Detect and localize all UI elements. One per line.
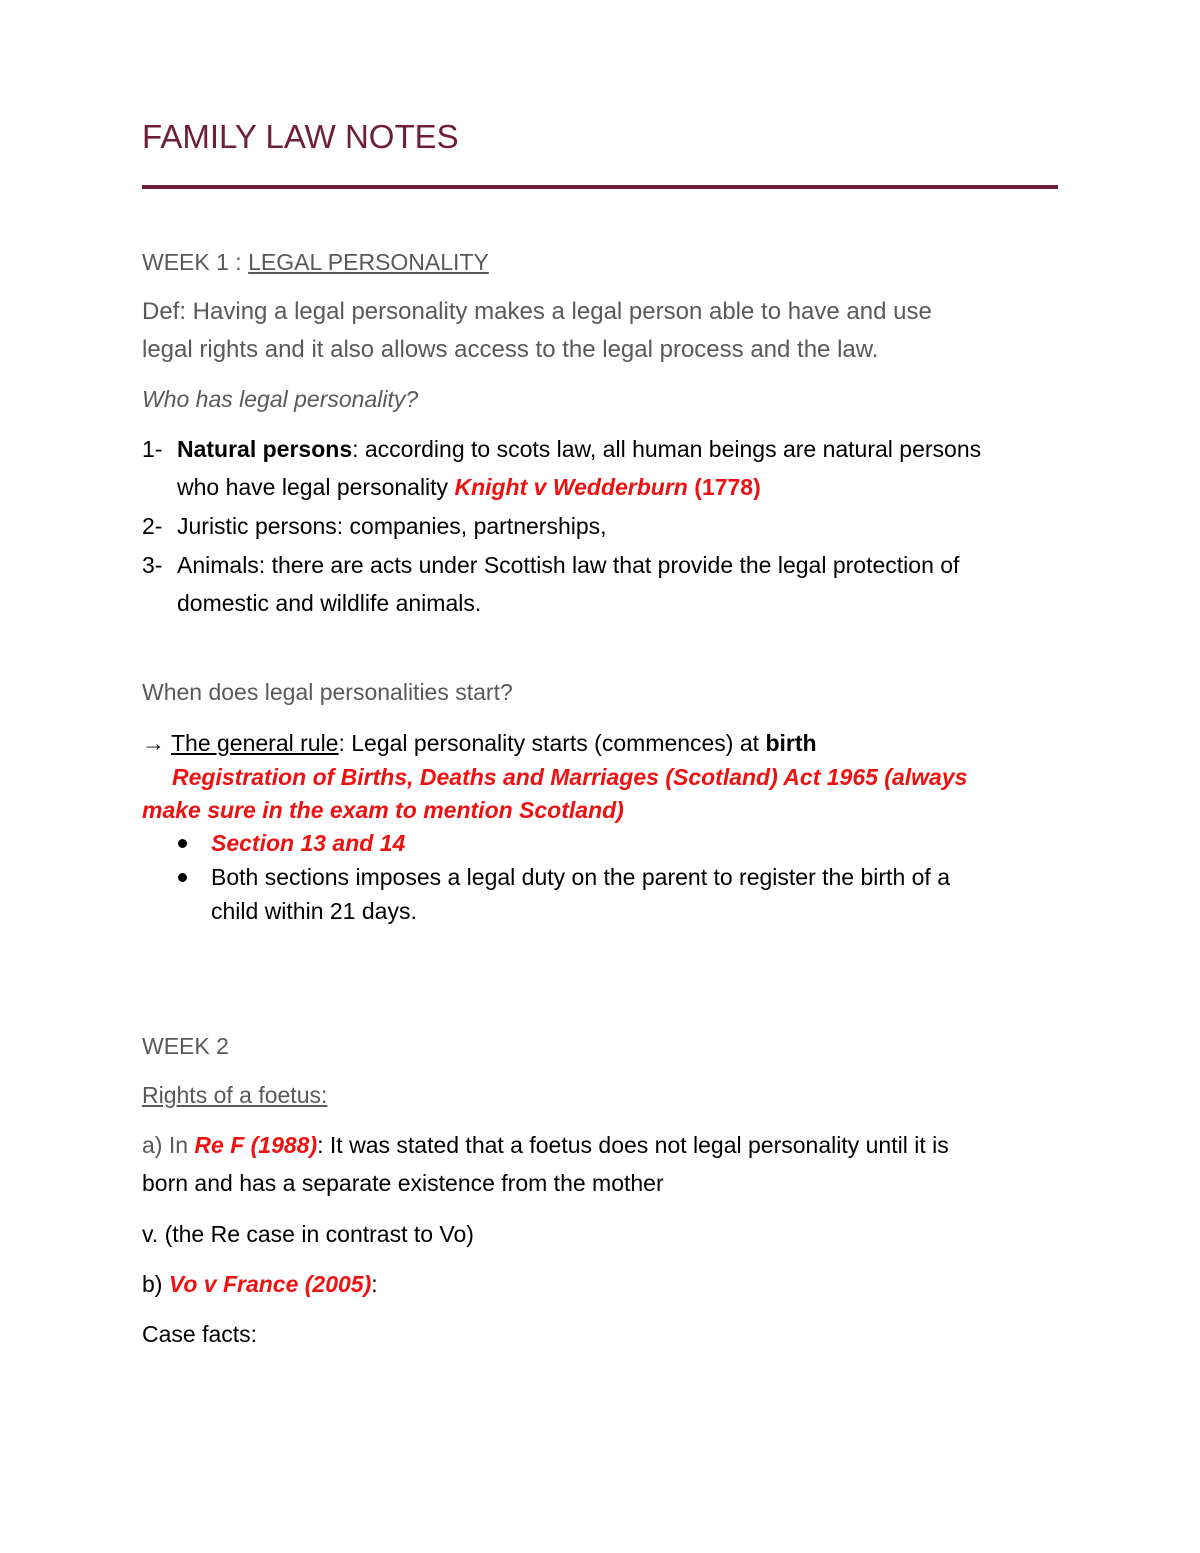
- case-vo-v-france-2005: Vo v France (2005): [168, 1271, 372, 1297]
- bullet-section-13-14: Section 13 and 14: [211, 830, 406, 856]
- general-rule-label: The general rule: [170, 730, 339, 756]
- general-rule-line: [142, 724, 817, 762]
- birth-keyword: birth: [765, 730, 817, 756]
- list-number-3: 3-: [142, 552, 163, 578]
- arrow-icon: →: [142, 730, 165, 756]
- case-facts-label: Case facts:: [142, 1321, 258, 1347]
- title-divider: [142, 185, 1058, 189]
- bullet-icon: [178, 839, 187, 848]
- point-b: [142, 1265, 378, 1303]
- list-item-1-text: : according to scots law, all human beings are natural persons: [352, 436, 982, 462]
- bullet-legal-duty-line-1: Both sections imposes a legal duty on the parent to register the birth of a: [211, 864, 950, 890]
- week1-heading: [142, 243, 489, 281]
- definition-line-2: legal rights and it also allows access to the legal process and the law.: [142, 336, 879, 363]
- week2-heading: WEEK 2: [142, 1033, 229, 1059]
- case-re-f-1988: Re F (1988): [194, 1132, 318, 1158]
- act-reference-line-2: make sure in the exam to mention Scotland): [142, 797, 624, 823]
- point-b-label: b): [142, 1271, 169, 1297]
- case-year-1778: (1778): [687, 474, 761, 500]
- list-item-1-text-2: who have legal personality: [177, 474, 455, 500]
- week1-label: WEEK 1 :: [142, 249, 249, 275]
- bullet-legal-duty-line-2: child within 21 days.: [211, 898, 417, 924]
- start-question: When does legal personalities start?: [142, 679, 513, 705]
- who-question: Who has legal personality?: [142, 386, 419, 412]
- document-title: FAMILY LAW NOTES: [142, 118, 459, 155]
- week1-topic: LEGAL PERSONALITY: [248, 249, 489, 275]
- point-b-colon: :: [371, 1271, 378, 1297]
- natural-persons-term: Natural persons: [177, 436, 353, 462]
- contrast-note: v. (the Re case in contrast to Vo): [142, 1221, 474, 1247]
- general-rule-text: : Legal personality starts (commences) at: [338, 730, 766, 756]
- case-knight-v-wedderburn: Knight v Wedderburn: [454, 474, 688, 500]
- act-reference-line-1: Registration of Births, Deaths and Marriages (Scotland) Act 1965 (always: [172, 764, 968, 790]
- definition-line-1: Def: Having a legal personality makes a legal person able to have and use: [142, 298, 932, 325]
- list-item-3-line-1: Animals: there are acts under Scottish law that provide the legal protection of: [177, 552, 960, 578]
- bullet-icon: [178, 873, 187, 882]
- list-number-1: 1-: [142, 436, 163, 462]
- list-item-3-line-2: domestic and wildlife animals.: [177, 590, 482, 616]
- list-item-2: Juristic persons: companies, partnerships,: [177, 513, 607, 539]
- point-a-label: a) In: [142, 1132, 195, 1158]
- list-item-1-line-1: [177, 430, 981, 468]
- point-a-line-2: born and has a separate existence from the mother: [142, 1170, 664, 1196]
- rights-of-foetus-heading: Rights of a foetus:: [142, 1082, 328, 1108]
- point-a-text: : It was stated that a foetus does not legal personality until it is: [317, 1132, 949, 1158]
- point-a-line-1: [142, 1126, 949, 1164]
- list-number-2: 2-: [142, 513, 163, 539]
- list-item-1-line-2: [177, 468, 761, 506]
